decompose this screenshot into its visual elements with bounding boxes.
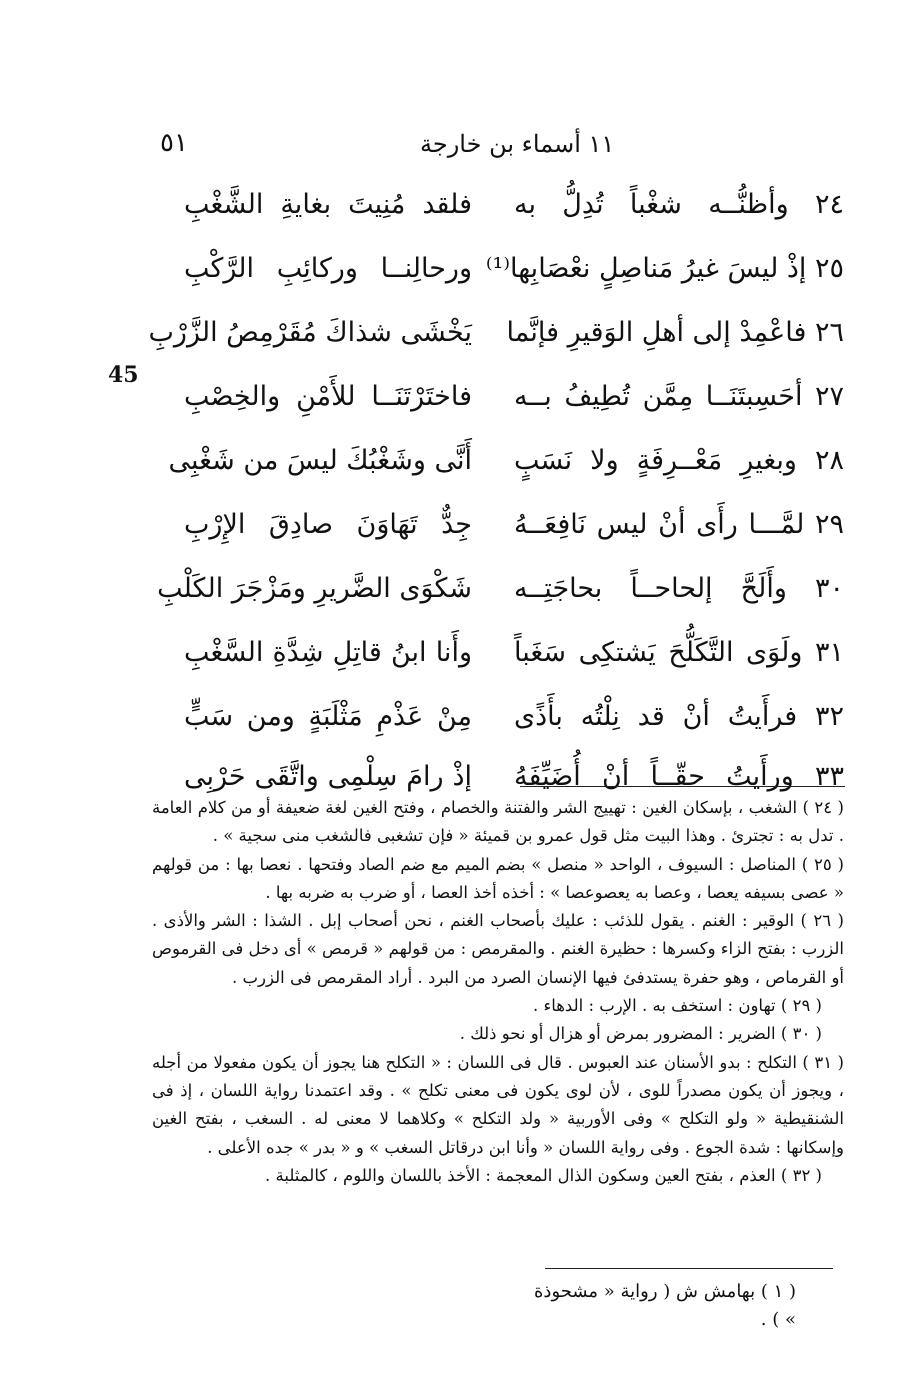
first-hemistich: ٣١ ولَوَى التَّكَلُّحَ يَشتكِى سَغَباً — [514, 637, 844, 668]
verse-27 — [0, 374, 908, 424]
second-hemistich: مِنْ عَذْمِ مَثْلَبَةٍ ومن سَبٍّ — [184, 701, 472, 732]
notes-divider — [520, 786, 845, 787]
note-31: ( ٣١ ) التكلح : بدو الأسنان عند العبوس . قال فى اللسان : « التكلح هنا يجوز أن يكون مفعولا من أجله ، ويجوز أن يكون مصدراً للوى ، لأن لوى يكون فى معنى تكلح » . وقد اعتمدنا رواية اللسان ، إذ فى الشنقيطية « ولو التكلح » وفى الأوربية « ولد التكلح » وكلاهما لا معنى له . السغب ، بفتح الغين وإسكانها : شدة الجوع . وفى رواية اللسان « وأنا ابن درقاتل السغب » و « بدر » جده الأعلى . — [152, 1052, 844, 1157]
verse-28 — [0, 438, 908, 488]
verse-31 — [0, 630, 908, 680]
first-hemistich: ٢٨ وبغيرِ مَعْــرِفَةٍ ولا نَسَبٍ — [514, 445, 844, 476]
note-32: ( ٣٢ ) العذم ، بفتح العين وسكون الذال المعجمة : الأخذ باللسان واللوم ، كالمثلبة . — [265, 1165, 822, 1185]
first-hemistich: ٣٠ وأَلَحَّ إلحاحــاً بحاجَتِــه — [514, 573, 844, 604]
page-header — [0, 128, 908, 168]
first-hemistich: ٢٧ أحَسِبتَنَــا مِمَّن تُطِيفُ بــه — [514, 381, 844, 412]
verse-26 — [0, 310, 908, 360]
first-hemistich: ٣٢ فرأَيتُ أنْ قد نِلْتُه بأَذًى — [514, 701, 844, 732]
second-hemistich: إذْ رامَ سِلْمِى واتَّقَى حَرْبِى — [184, 761, 472, 792]
first-hemistich: ٢٤ وأظنُّــه شغْباً تُدِلُّ به — [514, 189, 844, 220]
margin-page-number: 45 — [108, 362, 139, 388]
second-hemistich: وأَنا ابنُ قاتِلِ شِدَّةِ السَّغْبِ — [184, 637, 472, 668]
second-hemistich: يَخْشَى شذاكَ مُقَرْمِصُ الزَّرْبِ — [148, 317, 472, 348]
second-hemistich: جِدٌّ تَهَاوَنَ صادِقَ الإِرْبِ — [184, 509, 472, 540]
note-24: ( ٢٤ ) الشغب ، بإسكان الغين : تهييج الشر والفتنة والخصام ، وفتح الغين لغة ضعيفة أو من كلام العامة . تدل به : تجترئ . وهذا البيت مثل قول عمرو بن قميئة « فإن تشغبى فالشغب منى سجية » . — [152, 798, 844, 846]
verse-24 — [0, 182, 908, 232]
first-hemistich: ٢٥ إذْ ليسَ غيرُ مَناصِلٍ نعْصَابِها⁽¹⁾ — [485, 253, 844, 284]
note-25: ( ٢٥ ) المناصل : السيوف ، الواحد « منصل » بضم الميم مع ضم الصاد وفتحها . نعصا بها : من قولهم « عصى بسيفه يعصا ، وعصا به يعصوعصا » : أخذه أخذ العصا ، أو ضرب به ضربه بها . — [152, 854, 844, 902]
running-title: ١١ أسماء بن خارجة — [420, 130, 615, 158]
note-26: ( ٢٦ ) الوقير : الغنم . يقول للذئب : عليك بأصحاب الغنم ، نحن أصحاب إبل . الشذا : الشر والأذى . الزرب : بفتح الزاء وكسرها : حظيرة الغنم . والمقرمص : من قولهم « قرمص » أى دخل فى القرموص أو القرماص ، وهو حفرة يستدفئ فيها الإنسان الصرد من البرد . أراد المقرمص فى الزرب . — [152, 911, 844, 987]
verse-30 — [0, 566, 908, 616]
verse-32 — [0, 694, 908, 744]
footnote: ( ١ ) بهامش ش ( رواية « مشحوذة » ) . — [534, 1281, 796, 1330]
note-30: ( ٣٠ ) الضرير : المضرور بمرض أو هزال أو نحو ذلك . — [459, 1024, 822, 1044]
verse-25 — [0, 246, 908, 296]
first-hemistich: ٣٣ ورأَيتُ حقّــاً أنْ أُضَيِّفَهُ — [514, 761, 844, 792]
second-hemistich: ورحالِنــا وركائِبِ الرَّكْبِ — [184, 253, 472, 284]
second-hemistich: أَنَّى وشَغْبُكَ ليسَ من شَغْبِى — [168, 445, 472, 476]
second-hemistich: فاختَرْتَنَــا للأَمْنِ والخِصْبِ — [184, 381, 472, 412]
footnote-divider — [545, 1268, 833, 1269]
commentary-notes — [152, 794, 844, 1190]
second-hemistich: فلقد مُنِيتَ بغايةِ الشَّغْبِ — [184, 189, 472, 220]
note-29: ( ٢٩ ) تهاون : استخف به . الإرب : الدهاء . — [532, 996, 822, 1016]
second-hemistich: شَكْوَى الضَّريرِ ومَزْجَرَ الكَلْبِ — [157, 573, 472, 604]
first-hemistich: ٢٦ فاعْمِدْ إلى أهلِ الوَقيرِ فإنَّما — [506, 317, 844, 348]
page-number: ٥١ — [160, 128, 188, 158]
first-hemistich: ٢٩ لمَّـــا رأَى أنْ ليس نَافِعَــهُ — [514, 509, 844, 540]
verse-29 — [0, 502, 908, 552]
